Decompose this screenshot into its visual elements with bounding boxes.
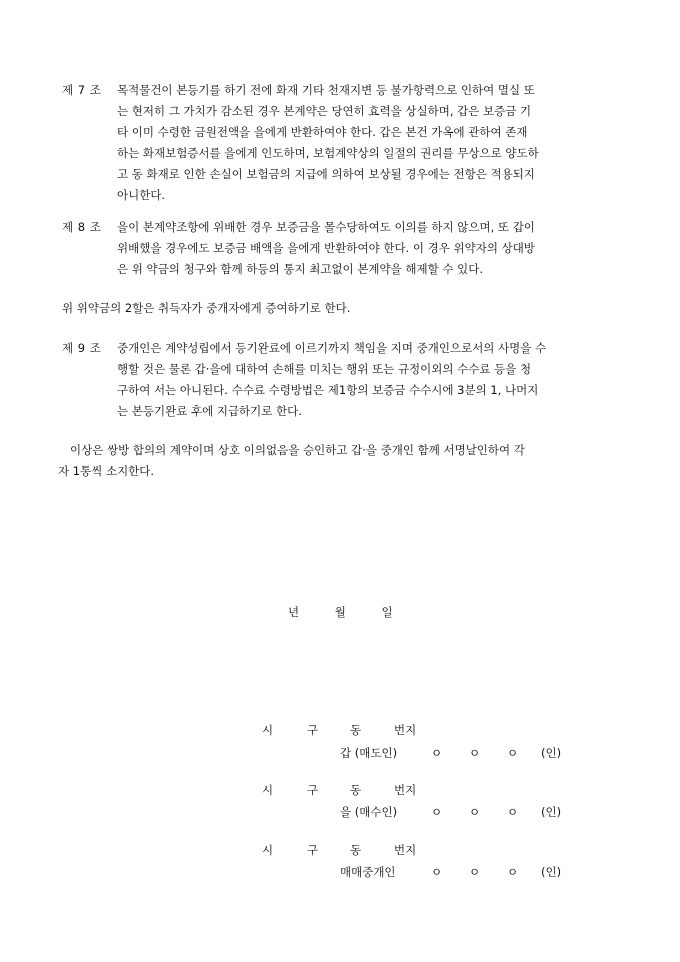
article-line: 는 본등기완료 후에 지급하기로 한다. [117,404,302,418]
article-line: 은 위 약금의 청구와 함께 하등의 통지 최고없이 본계약을 해제할 수 있다. [117,262,484,276]
article-line: 중개인은 계약성립에서 등기완료에 이르기까지 책임을 지며 중개인으로서의 사명을 수 [117,341,547,355]
address-si: 시 [262,783,274,797]
party-mark: ㅇ [507,865,519,879]
date-day: 일 [381,605,393,619]
article-line: 고 동 화재로 인한 손실이 보험금의 지급에 의하여 보상될 경우에는 전항은 적용되지 [117,167,535,181]
party-mark: ㅇ [469,865,481,879]
article-number: 제 7 조 [62,83,102,97]
closing-statement [58,440,525,482]
party-seal: (인) [541,746,562,760]
address-gu: 구 [307,723,319,737]
article-body [117,338,622,422]
address-dong: 동 [350,843,362,857]
party-seal: (인) [541,865,562,879]
party-mark: ㅇ [431,746,443,760]
address-si: 시 [262,843,274,857]
penalty-note: 위 위약금의 2할은 취득자가 중개자에게 증여하기로 한다. [62,301,351,315]
article-line: 는 현저히 그 가치가 감소된 경우 본계약은 당연히 효력을 상실하며, 갑은 보증금 기 [117,104,532,118]
article-9 [62,338,622,422]
article-line: 위배했을 경우에도 보증금 배액을 을에게 반환하여야 한다. 이 경우 위약자의 상대방 [117,241,535,255]
party-mark: ㅇ [507,746,519,760]
address-gu: 구 [307,843,319,857]
article-line: 목적물건이 본등기를 하기 전에 화재 기타 천재지변 등 불가항력으로 인하여 멸실 또 [117,83,535,97]
address-si: 시 [262,723,274,737]
closing-line: 이상은 쌍방 합의의 계약이며 상호 이의없음을 승인하고 갑·을 중개인 함께 서명날인하여 각 [70,443,525,457]
party-mark: ㅇ [469,805,481,819]
address-gu: 구 [307,783,319,797]
contract-date [288,604,393,620]
party-seal: (인) [541,805,562,819]
party-mark: ㅇ [507,805,519,819]
article-body [117,80,622,206]
address-dong: 동 [350,783,362,797]
party-role: 매매중개인 [340,865,396,879]
party-role: 을 (매수인) [340,805,398,819]
party-mark: ㅇ [431,865,443,879]
date-year: 년 [288,605,300,619]
article-line: 타 이미 수령한 금원전액을 을에게 반환하여야 한다. 갑은 본건 가옥에 관하여 존재 [117,125,528,139]
party-mark: ㅇ [469,746,481,760]
address-beonji: 번지 [394,723,417,737]
date-month: 월 [334,605,346,619]
address-dong: 동 [350,723,362,737]
article-line: 구하여 서는 아니된다. 수수료 수령방법은 제1항의 보증금 수수시에 3분의 1, 나머지 [117,383,539,397]
address-beonji: 번지 [394,783,417,797]
article-line: 하는 화재보험증서를 을에게 인도하며, 보험계약상의 일절의 권리를 무상으로 양도하 [117,146,539,160]
article-number: 제 9 조 [62,341,102,355]
party-mark: ㅇ [431,805,443,819]
article-line: 아니한다. [117,188,166,202]
party-role: 갑 (매도인) [340,746,398,760]
closing-line: 자 1통씩 소지한다. [58,464,155,478]
address-beonji: 번지 [394,843,417,857]
article-7 [62,80,622,206]
article-8 [62,217,622,280]
article-number: 제 8 조 [62,220,102,234]
article-line: 행할 것은 물론 갑·을에 대하여 손해를 미치는 행위 또는 규정이외의 수수료 등을 청 [117,362,532,376]
article-line: 을이 본계약조항에 위배한 경우 보증금을 몰수당하여도 이의를 하지 않으며, 또 갑이 [117,220,535,234]
article-body [117,217,622,280]
